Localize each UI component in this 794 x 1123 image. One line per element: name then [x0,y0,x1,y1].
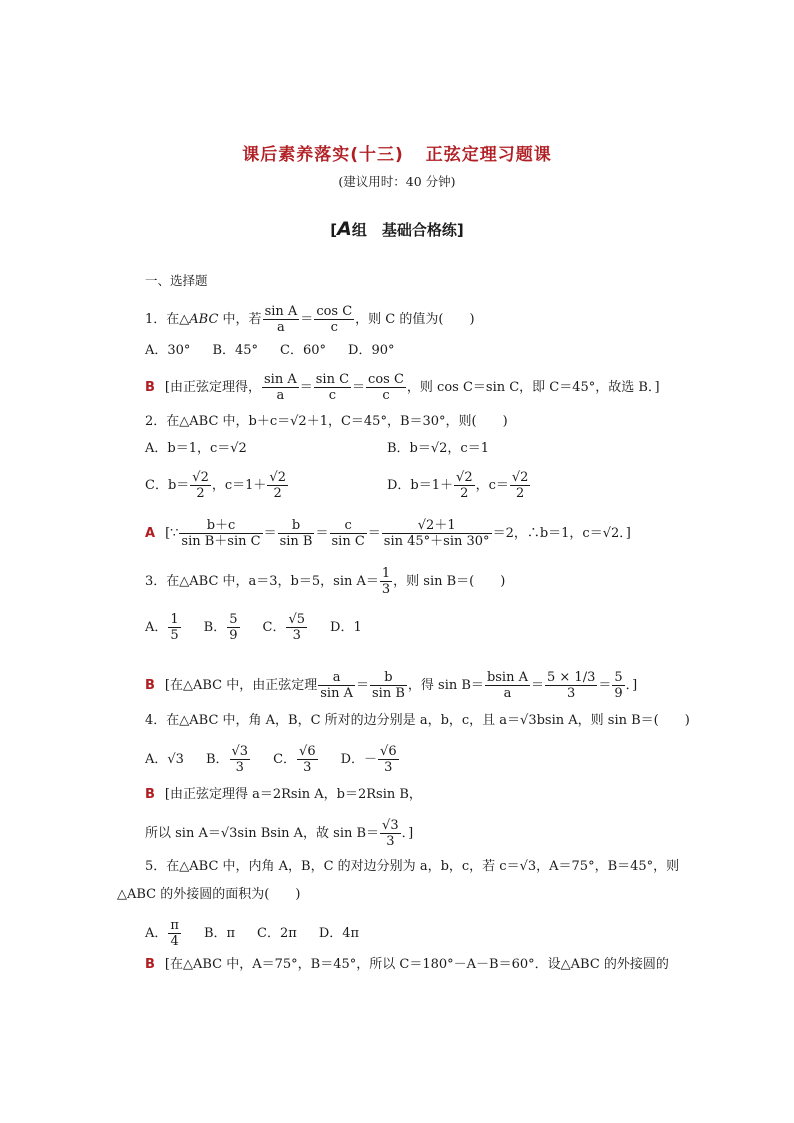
fraction [382,518,492,549]
denominator: 3 [567,686,576,701]
denominator: sin 45°＋sin 30° [383,534,490,549]
question-5-stem-line-2: △ABC 的外接圆的面积为( ) [117,887,301,902]
group-heading [0,218,794,240]
option-a: A．√3 [145,752,184,767]
option-d: D．90° [348,343,395,358]
denominator: 5 [170,628,179,643]
denominator: 3 [303,760,312,775]
q1-text-a: 1．在△ [145,312,190,327]
denominator: 2 [460,486,469,501]
option-text: D．b＝1＋ [387,478,454,493]
answer-letter: B [145,678,155,693]
option-a: A．30° [145,343,191,358]
time-suggestion: (建议用时：40 分钟) [338,174,456,189]
numerator: 5 × 1/3 [547,670,596,685]
solution-text: ．] [625,678,638,693]
fraction [454,470,475,501]
denominator: 9 [229,628,238,643]
question-4-solution-line-2 [145,818,413,849]
question-3-stem [145,566,505,597]
fraction [330,518,367,549]
fraction [380,566,392,597]
numerator: 1 [170,612,179,627]
numerator: 5 [229,612,238,627]
question-4-options [145,744,422,775]
option-text: ，c＝ [475,478,509,493]
numerator: sin A [264,304,298,319]
option-a [145,918,182,949]
fraction [366,372,406,403]
fraction [262,372,299,403]
fraction [286,612,307,643]
option-c [273,744,319,775]
fraction [267,470,288,501]
numerator: √2 [456,470,473,485]
fraction [612,670,624,701]
numerator: sin A [264,372,297,387]
option-b: B．45° [212,343,259,358]
solution-text: 所以 sin A＝√3sin Bsin A，故 sin B＝ [145,826,380,841]
question-2-option-c [145,470,289,501]
fraction [168,918,181,949]
numerator: √6 [299,744,316,759]
q3-text: 3．在△ABC 中，a＝3，b＝5，sin A＝ [145,574,379,589]
numerator: cos C [368,372,404,387]
numerator: bsin A [486,670,528,685]
numerator: b＋c [179,518,262,534]
denominator: a [277,320,285,335]
option-text: A． [145,926,168,941]
fraction [545,670,597,701]
numerator: √2 [192,470,209,485]
denominator: 3 [384,760,393,775]
q1-text-b: ABC [189,312,219,327]
fraction [168,612,180,643]
numerator: √3 [231,744,249,759]
numerator: √6 [380,744,397,759]
fraction [380,818,401,849]
solution-text: [∵ [165,526,179,541]
question-2-option-b: B．b＝√2，c＝1 [387,441,489,456]
denominator: c [382,388,390,403]
equals: ＝ [300,312,314,327]
q1-text-c: 中，若 [218,312,262,327]
answer-letter: B [145,787,155,802]
numerator: c [330,518,367,534]
denominator: 3 [381,582,391,597]
fraction [370,670,407,701]
option-c [263,612,309,643]
title-right: 正弦定理习题课 [425,145,552,165]
option-c: C．2π [257,926,297,941]
solution-text: [由正弦定理得， [164,380,261,395]
denominator: 2 [196,486,205,501]
denominator: 3 [292,628,301,643]
question-4-stem: 4．在△ABC 中，角 A，B，C 所对的边分别是 a，b，c，且 a＝√3bsin A，则 sin B＝( ) [145,713,690,728]
fraction [510,470,531,501]
option-text: D．－ [340,752,378,767]
q3-text: ，则 sin B＝( ) [393,574,506,589]
fraction [230,744,251,775]
denominator: 3 [235,760,244,775]
q1-text-d: ，则 C 的值为( ) [355,312,475,327]
denominator: 9 [614,686,623,701]
solution-text: ＝2，∴b＝1，c＝√2．] [492,526,631,541]
answer-letter: A [145,526,156,541]
denominator: sin C [331,534,365,549]
option-b [204,612,241,643]
fraction [190,470,211,501]
option-text: B． [205,752,229,767]
solution-text: [在△ABC 中，由正弦定理 [164,678,318,693]
question-5-stem-line-1: 5．在△ABC 中，内角 A，B，C 的对边分别为 a，b，c，若 c＝√3，A＝75°，B＝45°，则 [145,859,680,874]
solution-text: ，得 sin B＝ [407,678,484,693]
question-1-options [145,342,417,360]
denominator: c [330,320,338,335]
bracket-open: [ [330,221,338,239]
denominator: sin A [320,686,353,701]
option-b: B．π [203,926,236,941]
numerator: √2＋1 [382,518,492,534]
numerator: a [318,670,355,686]
denominator: sin B＋sin C [181,534,261,549]
option-text: A． [145,620,168,635]
question-4-solution-line-1 [145,786,422,804]
option-text: ，c＝1＋ [211,478,267,493]
fraction [485,670,530,701]
denominator: a [503,686,512,701]
numerator: π [170,918,179,933]
option-text: C． [262,620,286,635]
numerator: 1 [381,566,391,581]
numerator: √2 [269,470,286,485]
fraction [378,744,399,775]
option-a [145,612,182,643]
option-d: D．4π [318,926,360,941]
numerator: sin C [315,372,350,387]
option-text: C．b＝ [145,478,190,493]
option-d [341,744,400,775]
numerator: b [370,670,407,686]
numerator: 5 [614,670,623,685]
denominator: 3 [386,834,395,849]
fraction [314,372,351,403]
fraction [314,304,354,335]
fraction [318,670,355,701]
question-3-solution: B [在△ABC 中，由正弦定理 $\frac{a}{\text{sin A}}$ ＝ $\frac{b}{\text{sin B}}$ ，得 sin B＝ $\frac{\text{bsin A}}{a}$ ＝ $\frac{5 \times 1/3}{3}$ ＝ $\frac{5}{9}$ ．] [145,670,638,701]
bracket-close: ] [456,221,464,239]
question-2-solution: A [∵ $\frac{b+c}{\text{sin B＋sin C}}$ ＝ $\frac{b}{\text{sin B}}$ ＝ $\frac{c}{\text{sin C}}$ ＝ $\frac{√2+1}{\sin 45^\circ+\sin 30^\circ}$ ＝2，∴b＝1，c＝√2．] [145,518,631,549]
question-2-option-a: A．b＝1，c＝√2 [145,441,247,456]
fraction [297,744,318,775]
fraction [263,304,300,335]
numerator: √2 [511,470,529,485]
question-5-options [145,918,381,949]
fraction [179,518,262,549]
solution-text: [由正弦定理得 a＝2Rsin A，b＝2Rsin B， [164,787,422,802]
question-3-options [145,612,384,643]
group-letter: A [337,218,352,240]
fraction [227,612,239,643]
question-1-solution: B [由正弦定理得， $\frac{\text{sin A}}{a}$ ＝ $\frac{\text{sin C}}{c}$ ＝ $\frac{\text{cos C}}{c}$ ，则 cos C＝sin C，即 C＝45°，故选 B．] [145,372,660,403]
denominator: 2 [273,486,282,501]
question-5-solution [145,956,669,974]
numerator: b [278,518,315,534]
option-d: D．1 [330,620,362,635]
denominator: c [328,388,337,403]
option-b [206,744,251,775]
title-left: 课后素养落实(十三) [242,145,404,165]
group-label: 组 基础合格练 [351,221,457,239]
denominator: sin B [279,534,313,549]
option-c: C．60° [280,343,327,358]
denominator: sin B [372,686,405,701]
denominator: 4 [170,934,179,949]
question-2-option-d [387,470,531,501]
numerator: cos C [316,304,353,319]
option-text: B． [203,620,227,635]
answer-letter: B [145,380,155,395]
question-2-stem: 2．在△ABC 中，b＋c＝√2＋1，C＝45°，B＝30°，则( ) [145,414,508,429]
numerator: √3 [382,818,399,833]
page-title [0,140,794,165]
option-text: C． [273,752,297,767]
solution-text: [在△ABC 中，A＝75°，B＝45°，所以 C＝180°－A－B＝60°．设△ABC 的外接圆的 [164,957,669,972]
answer-letter: B [145,957,155,972]
denominator: 2 [516,486,525,501]
numerator: √5 [288,612,306,627]
question-1-stem [145,304,475,335]
solution-text: ，则 cos C＝sin C，即 C＝45°，故选 B．] [406,380,660,395]
section-heading: 一、选择题 [145,273,208,288]
denominator: a [276,388,285,403]
fraction [278,518,315,549]
solution-text: ．] [401,826,414,841]
